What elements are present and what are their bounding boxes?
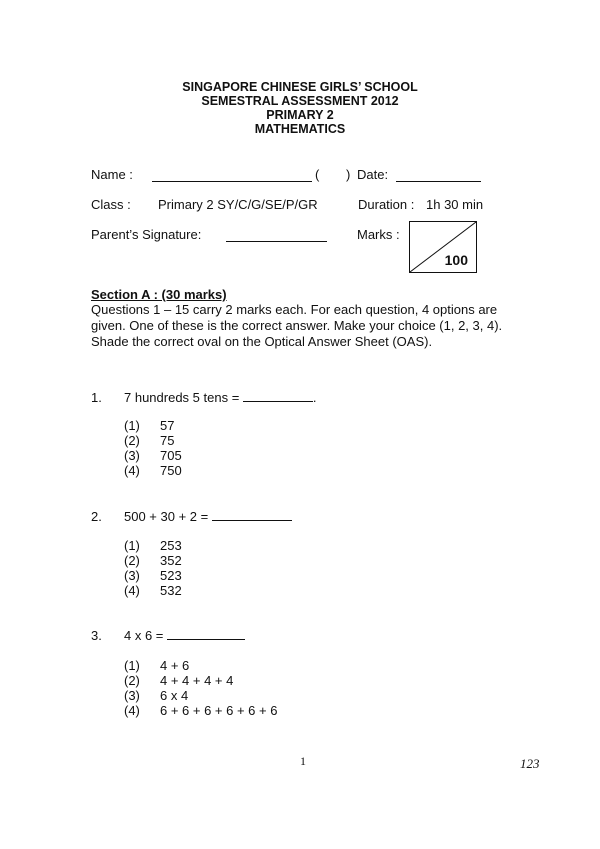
option-number: (1) — [124, 538, 140, 553]
option-number: (3) — [124, 448, 140, 463]
marks-box — [409, 221, 477, 273]
option-text: 6 + 6 + 6 + 6 + 6 + 6 — [160, 703, 278, 718]
question-stem: 500 + 30 + 2 = — [124, 509, 212, 524]
exam-title: SEMESTRAL ASSESSMENT 2012 — [201, 94, 399, 108]
option-3 — [124, 448, 182, 463]
question-stem: 7 hundreds 5 tens = — [124, 390, 243, 405]
option-4 — [124, 703, 277, 718]
option-3 — [124, 568, 182, 583]
option-text: 523 — [160, 568, 182, 583]
question-text — [124, 390, 317, 405]
option-number: (2) — [124, 433, 140, 448]
option-text: 253 — [160, 538, 182, 553]
duration-label: Duration : — [358, 197, 415, 212]
answer-blank[interactable] — [212, 509, 292, 521]
school-name: SINGAPORE CHINESE GIRLS’ SCHOOL — [182, 80, 418, 94]
section-a-instructions: Questions 1 – 15 carry 2 marks each. For each question, 4 options are given. One of these is the correct answer. Make your choice (1, 2, 3, 4). Shade the correct oval on the Optical Answer Sheet (OAS). — [91, 302, 503, 349]
class-value: Primary 2 SY/C/G/SE/P/GR — [158, 197, 318, 212]
option-1 — [124, 418, 174, 433]
duration-value: 1h 30 min — [426, 197, 484, 212]
option-text: 4 + 4 + 4 + 4 — [160, 673, 234, 688]
option-1 — [124, 538, 182, 553]
signature-field[interactable] — [226, 241, 327, 242]
option-4 — [124, 583, 182, 598]
option-text: 4 + 6 — [160, 658, 190, 673]
question-trail: . — [312, 390, 317, 405]
answer-blank[interactable] — [243, 390, 313, 402]
class-label: Class : — [91, 197, 131, 212]
option-text: 532 — [160, 583, 182, 598]
subject-title: MATHEMATICS — [254, 122, 346, 136]
option-text: 6 x 4 — [160, 688, 189, 703]
signature-label: Parent’s Signature: — [91, 227, 202, 242]
question-text — [124, 509, 292, 524]
date-field[interactable] — [396, 181, 481, 182]
option-number: (4) — [124, 583, 140, 598]
section-a-title: Section A : (30 marks) — [91, 287, 227, 302]
option-1 — [124, 658, 189, 673]
option-number: (3) — [124, 568, 140, 583]
option-text: 705 — [160, 448, 182, 463]
option-2 — [124, 673, 233, 688]
question-stem: 4 x 6 = — [124, 628, 167, 643]
option-2 — [124, 553, 182, 568]
option-number: (3) — [124, 688, 140, 703]
register-paren-open: ( — [315, 167, 320, 182]
option-number: (4) — [124, 463, 140, 478]
option-text: 750 — [160, 463, 182, 478]
marks-label: Marks : — [357, 227, 400, 242]
name-field[interactable] — [152, 181, 312, 182]
option-text: 75 — [160, 433, 175, 448]
date-label: Date: — [357, 167, 389, 182]
question-number: 3. — [91, 628, 102, 643]
option-3 — [124, 688, 188, 703]
handwritten-note: 123 — [520, 756, 540, 771]
option-number: (4) — [124, 703, 140, 718]
question-number: 1. — [91, 390, 102, 405]
option-text: 57 — [160, 418, 175, 433]
option-2 — [124, 433, 174, 448]
name-label: Name : — [91, 167, 133, 182]
answer-blank[interactable] — [167, 628, 245, 640]
level-title: PRIMARY 2 — [266, 108, 334, 122]
option-text: 352 — [160, 553, 182, 568]
marks-total: 100 — [444, 252, 468, 268]
option-number: (1) — [124, 658, 140, 673]
question-text — [124, 628, 245, 643]
register-paren-close: ) — [346, 167, 351, 182]
question-number: 2. — [91, 509, 102, 524]
page-number: 1 — [300, 754, 306, 768]
option-number: (2) — [124, 673, 140, 688]
option-4 — [124, 463, 182, 478]
option-number: (1) — [124, 418, 140, 433]
option-number: (2) — [124, 553, 140, 568]
